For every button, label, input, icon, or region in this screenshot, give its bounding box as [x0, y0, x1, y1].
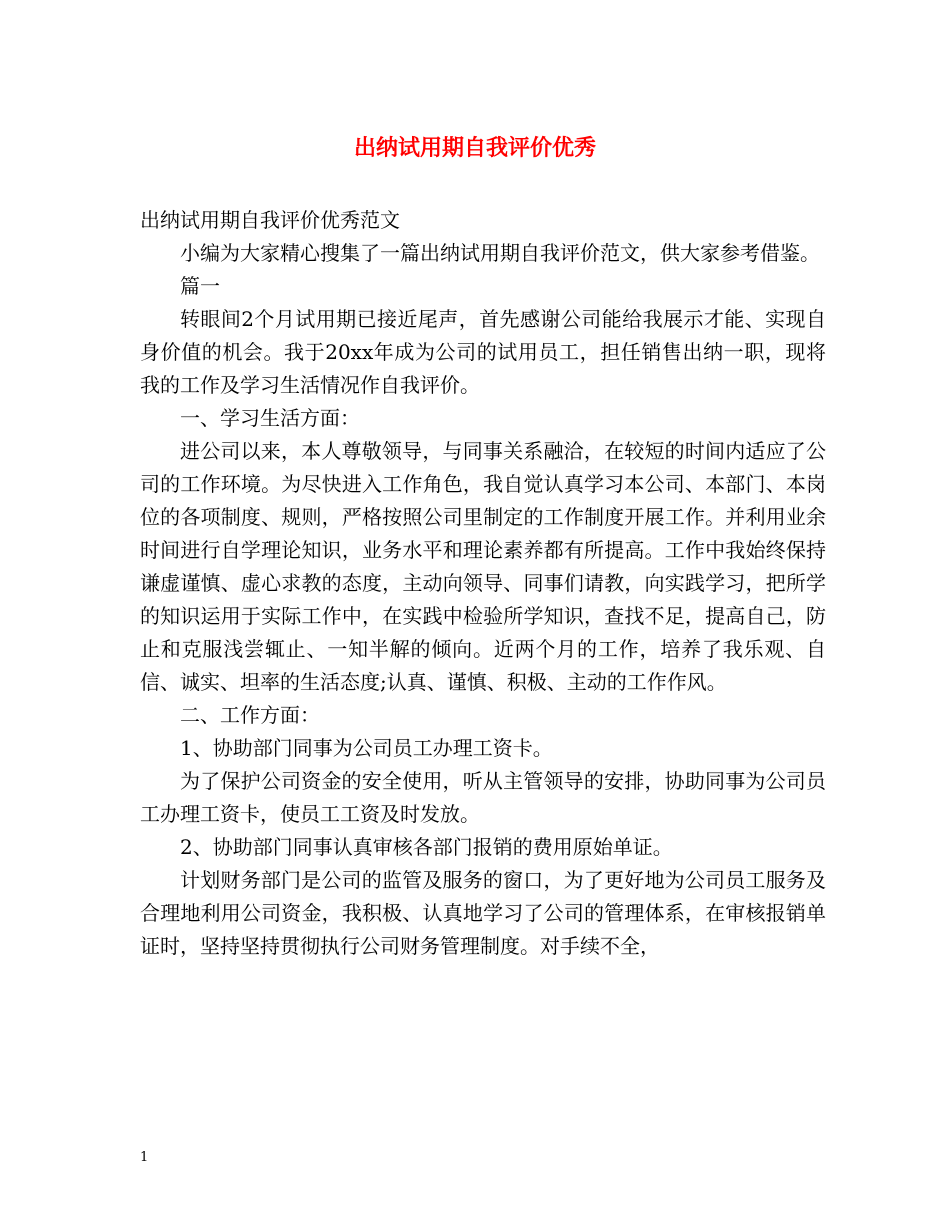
paragraph: 计划财务部门是公司的监管及服务的窗口，为了更好地为公司员工服务及合理地利用公司资金，我积极、认真地学习了公司的管理体系，在审核报销单证时，坚持坚持贯彻执行公司财务管理制度。对手续不全， — [140, 868, 826, 958]
paragraph: 篇一 — [180, 274, 220, 298]
paragraph: 二、工作方面： — [180, 703, 320, 727]
document-body — [140, 204, 826, 963]
paragraph: 小编为大家精心搜集了一篇出纳试用期自我评价范文，供大家参考借鉴。 — [180, 241, 820, 265]
paragraph: 为了保护公司资金的安全使用，听从主管领导的安排，协助同事为公司员工办理工资卡，使员工工资及时发放。 — [140, 769, 826, 826]
paragraph: 出纳试用期自我评价优秀范文 — [140, 208, 400, 232]
paragraph: 1、协助部门同事为公司员工办理工资卡。 — [180, 736, 553, 760]
paragraph: 2、协助部门同事认真审核各部门报销的费用原始单证。 — [180, 835, 673, 859]
paragraph: 转眼间2个月试用期已接近尾声，首先感谢公司能给我展示才能、实现自身价值的机会。我于20xx年成为公司的试用员工，担任销售出纳一职，现将我的工作及学习生活情况作自我评价。 — [140, 307, 826, 397]
document-title: 出纳试用期自我评价优秀 — [353, 135, 596, 161]
paragraph: 一、学习生活方面： — [180, 406, 360, 430]
paragraph: 进公司以来，本人尊敬领导，与同事关系融洽，在较短的时间内适应了公司的工作环境。为尽快进入工作角色，我自觉认真学习本公司、本部门、本岗位的各项制度、规则，严格按照公司里制定的工作制度开展工作。并利用业余时间进行自学理论知识，业务水平和理论素养都有所提高。工作中我始终保持谦虚谨慎、虚心求教的态度，主动向领导、同事们请教，向实践学习，把所学的知识运用于实际工作中，在实践中检验所学知识，查找不足，提高自己，防止和克服浅尝辄止、一知半解的倾向。近两个月的工作，培养了我乐观、自信、诚实、坦率的生活态度;认真、谨慎、积极、主动的工作作风。 — [140, 439, 826, 694]
page-number: 1 — [140, 1150, 149, 1165]
